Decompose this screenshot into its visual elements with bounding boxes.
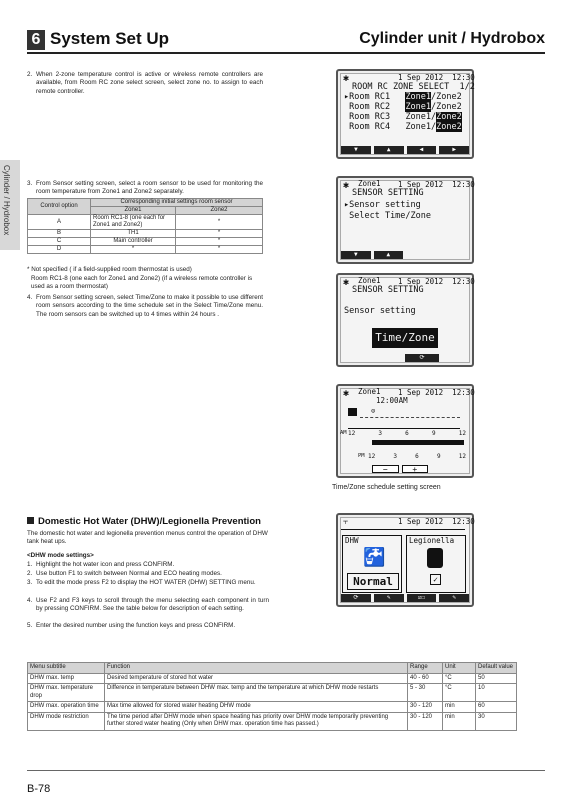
table-cell: Desired temperature of stored hot water — [105, 673, 408, 684]
table-cell: DHW max. operation time — [28, 702, 105, 713]
step-text: From Sensor setting screen, select a room sensor to be used for monitoring the room temperature from Zone1 and Zone2 separately. — [36, 180, 263, 196]
table-cell: min — [443, 712, 476, 730]
checkbox-icon[interactable]: ✓ — [430, 574, 441, 585]
table-cell: TH1 — [91, 230, 176, 238]
step-number: 2. — [27, 71, 33, 78]
dhw-step-4: 4. Use F2 and F3 keys to scroll through the menu selecting each component in turn by pressing CONFIRM. See the table below for description of each setting. — [27, 597, 269, 613]
figure-caption: Time/Zone schedule setting screen — [332, 484, 441, 491]
step-number: 4. — [27, 294, 33, 301]
dhw-step-2: 2. Use button F1 to switch between Normal and ECO heating modes. — [27, 570, 222, 577]
dhw-step-1: 1. Highlight the hot water icon and press CONFIRM. — [27, 561, 175, 568]
table-cell: °C — [443, 673, 476, 684]
gear-icon: ✱ — [343, 277, 350, 288]
up-button[interactable]: ▲ — [374, 251, 404, 259]
table-row — [28, 230, 263, 238]
step-number: 3. — [27, 180, 33, 187]
table-cell: °C — [443, 684, 476, 702]
lcd-sensor-setting-value — [336, 273, 474, 367]
minus-button[interactable]: − — [372, 465, 399, 473]
time-marker-icon: ⊙ — [371, 407, 376, 415]
lcd-room-rc-zone-select — [336, 69, 474, 159]
page-number: B-78 — [27, 783, 51, 795]
table-cell: B — [28, 230, 91, 238]
table-cell: Main controller — [91, 238, 176, 246]
dhw-step-3: 3. To edit the mode press F2 to display the HOT WATER (DHW) SETTING menu. — [27, 579, 256, 586]
am-ticks: 12 3 6 9 12 — [348, 430, 466, 437]
table-cell: min — [443, 702, 476, 713]
step-2 — [27, 71, 263, 96]
dhw-settings-table — [27, 662, 517, 731]
sensor-table — [27, 198, 263, 254]
lcd-menu-item[interactable]: ▸Sensor setting — [344, 200, 421, 210]
table-row — [28, 684, 517, 702]
table-cell: A — [28, 215, 91, 230]
table-row — [28, 712, 517, 730]
manual-part-title: Cylinder unit / Hydrobox — [359, 30, 545, 47]
sensor-icon — [348, 408, 357, 416]
side-tab-label: Cylinder / Hydrobox — [2, 165, 11, 236]
step-3 — [27, 180, 263, 197]
table-header: Unit — [443, 663, 476, 674]
table-header: Control option — [28, 199, 91, 215]
table-row — [28, 238, 263, 246]
am-label: AM — [340, 430, 347, 436]
lcd-dhw-legionella — [336, 513, 474, 607]
divider — [341, 529, 465, 530]
lcd-title: SENSOR SETTING — [352, 188, 424, 198]
table-cell: 30 - 120 — [408, 712, 443, 730]
pm-bar — [372, 440, 464, 445]
table-cell: 30 - 120 — [408, 702, 443, 713]
refresh-icon[interactable]: ⟳ — [341, 594, 371, 602]
lcd-title: SENSOR SETTING — [352, 285, 424, 295]
table-header: Menu subtitle — [28, 663, 105, 674]
function-button-bar — [372, 465, 428, 473]
step-text: When 2-zone temperature control is active or wireless remote controllers are available, from Room RC zone select screen, select zone no. to assign to each remote controller. — [36, 71, 263, 95]
table-cell: * — [176, 215, 263, 230]
table-row — [28, 246, 263, 254]
table-cell: * — [91, 246, 176, 254]
table-header: Zone1 — [91, 207, 176, 215]
left-button[interactable]: ◀ — [407, 146, 437, 154]
gear-icon: ✱ — [343, 388, 350, 399]
function-button-bar — [341, 594, 469, 602]
function-button-bar — [341, 146, 469, 154]
lcd-row[interactable]: ▸Room RC1 Zone1/Zone2 — [344, 92, 462, 102]
section-heading: Domestic Hot Water (DHW)/Legionella Prevention — [27, 516, 261, 527]
table-cell: 30 — [476, 712, 517, 730]
lcd-sensor-setting-menu — [336, 176, 474, 264]
table-cell: 50 — [476, 673, 517, 684]
lcd-row[interactable]: Room RC3 Zone1/Zone2 — [349, 112, 462, 122]
lcd-date: 1 Sep 2012 12:30 — [398, 517, 475, 526]
table-row — [28, 215, 263, 230]
pm-label: PM — [358, 453, 365, 459]
lcd-menu-item[interactable]: Select Time/Zone — [349, 211, 432, 221]
table-cell: C — [28, 238, 91, 246]
table-cell: 5 - 30 — [408, 684, 443, 702]
tap-icon: ⫟ — [343, 517, 349, 527]
dhw-step-5: 5. Enter the desired number using the function keys and press CONFIRM. — [27, 622, 236, 629]
table-cell: Max time allowed for stored water heating DHW mode — [105, 702, 408, 713]
dhw-settings-heading: <DHW mode settings> — [27, 552, 94, 559]
section-number: 6 — [27, 30, 45, 50]
hot-water-tap-icon: 🚰 — [363, 547, 386, 568]
legionella-panel[interactable] — [406, 535, 466, 593]
dhw-label: DHW — [345, 536, 359, 545]
lcd-zone: Zone1 — [358, 179, 381, 188]
table-cell: The time period after DHW mode when space heating has priority over DHW mode temporarily preventing further stored water heating (Only when DHW max. operation time has passed.) — [105, 712, 408, 730]
lcd-date: 1 Sep 2012 12:30 — [398, 73, 475, 82]
note-2: Room RC1-8 (one each for Zone1 and Zone2) (if a wireless remote controller is used as a room thermostat) — [31, 275, 253, 291]
table-cell: DHW max. temp — [28, 673, 105, 684]
pm-ticks: 12 3 6 9 12 — [368, 453, 466, 460]
gear-icon: ✱ — [343, 180, 350, 191]
table-header: Default value — [476, 663, 517, 674]
step-4 — [27, 294, 263, 319]
table-header: Corresponding initial settings room sensor — [91, 199, 263, 207]
down-button[interactable]: ▼ — [341, 146, 371, 154]
side-tab — [0, 160, 20, 250]
header-rule — [27, 52, 545, 54]
tank-icon — [427, 548, 443, 568]
lcd-title: ROOM RC ZONE SELECT 1/2 — [352, 82, 475, 92]
am-axis — [348, 425, 460, 429]
refresh-icon[interactable]: ⟳ — [405, 354, 439, 362]
up-button[interactable]: ▲ — [374, 146, 404, 154]
am-timeline — [360, 417, 460, 418]
table-header: Zone2 — [176, 207, 263, 215]
bullet-square-icon — [27, 517, 34, 524]
footer-rule — [27, 770, 545, 771]
table-cell: 60 — [476, 702, 517, 713]
edit-icon[interactable]: ✎ — [374, 594, 404, 602]
table-cell: 10 — [476, 684, 517, 702]
lcd-zone: Zone1 — [358, 276, 381, 285]
dhw-mode-value: Normal — [347, 573, 399, 590]
table-cell: * — [176, 230, 263, 238]
lcd-date: 1 Sep 2012 12:30 — [398, 388, 475, 397]
lcd-item: Sensor setting — [344, 306, 416, 316]
note-1: * Not specified ( if a field-supplied room thermostat is used) — [27, 266, 192, 273]
dhw-intro: The domestic hot water and legionella prevention menus control the operation of DHW tank heat ups. — [27, 530, 268, 546]
function-button-bar — [405, 354, 439, 362]
table-row — [28, 702, 517, 713]
dhw-panel[interactable] — [342, 535, 402, 593]
lcd-date: 1 Sep 2012 12:30 — [398, 277, 475, 286]
table-header: Range — [408, 663, 443, 674]
lcd-row[interactable]: Room RC4 Zone1/Zone2 — [349, 122, 462, 132]
function-button-bar — [341, 251, 403, 259]
table-cell: * — [176, 238, 263, 246]
step-text: From Sensor setting screen, select Time/Zone to make it possible to use different room sensors according to the time schedule set in the Select Time/Zone menu. The room sensors can be switched up to 4 times within 24 hours . — [36, 294, 263, 318]
lcd-zone: Zone1 — [358, 387, 381, 396]
table-cell: 40 - 60 — [408, 673, 443, 684]
lcd-time: 12:00AM — [376, 396, 408, 405]
down-button[interactable]: ▼ — [341, 251, 371, 259]
table-cell: Room RC1-8 (one each for Zone1 and Zone2) — [91, 215, 176, 230]
lcd-time-zone-schedule — [336, 384, 474, 478]
legionella-label: Legionella — [409, 536, 455, 545]
table-header: Function — [105, 663, 408, 674]
lcd-value-box[interactable]: Time/Zone — [372, 328, 438, 348]
gear-icon: ✱ — [343, 73, 350, 84]
table-row — [28, 673, 517, 684]
table-cell: * — [176, 246, 263, 254]
toggle-icon[interactable]: ☑☐ — [407, 594, 437, 602]
edit-icon[interactable]: ✎ — [439, 594, 469, 602]
right-button[interactable]: ▶ — [439, 146, 469, 154]
lcd-date: 1 Sep 2012 12:30 — [398, 180, 475, 189]
table-cell: Difference in temperature between DHW max. temp and the temperature at which DHW mode restarts — [105, 684, 408, 702]
section-title: System Set Up — [50, 29, 170, 48]
table-cell: DHW mode restriction — [28, 712, 105, 730]
table-cell: D — [28, 246, 91, 254]
plus-button[interactable]: + — [402, 465, 429, 473]
lcd-row[interactable]: Room RC2 Zone1/Zone2 — [349, 102, 462, 112]
table-cell: DHW max. temperature drop — [28, 684, 105, 702]
